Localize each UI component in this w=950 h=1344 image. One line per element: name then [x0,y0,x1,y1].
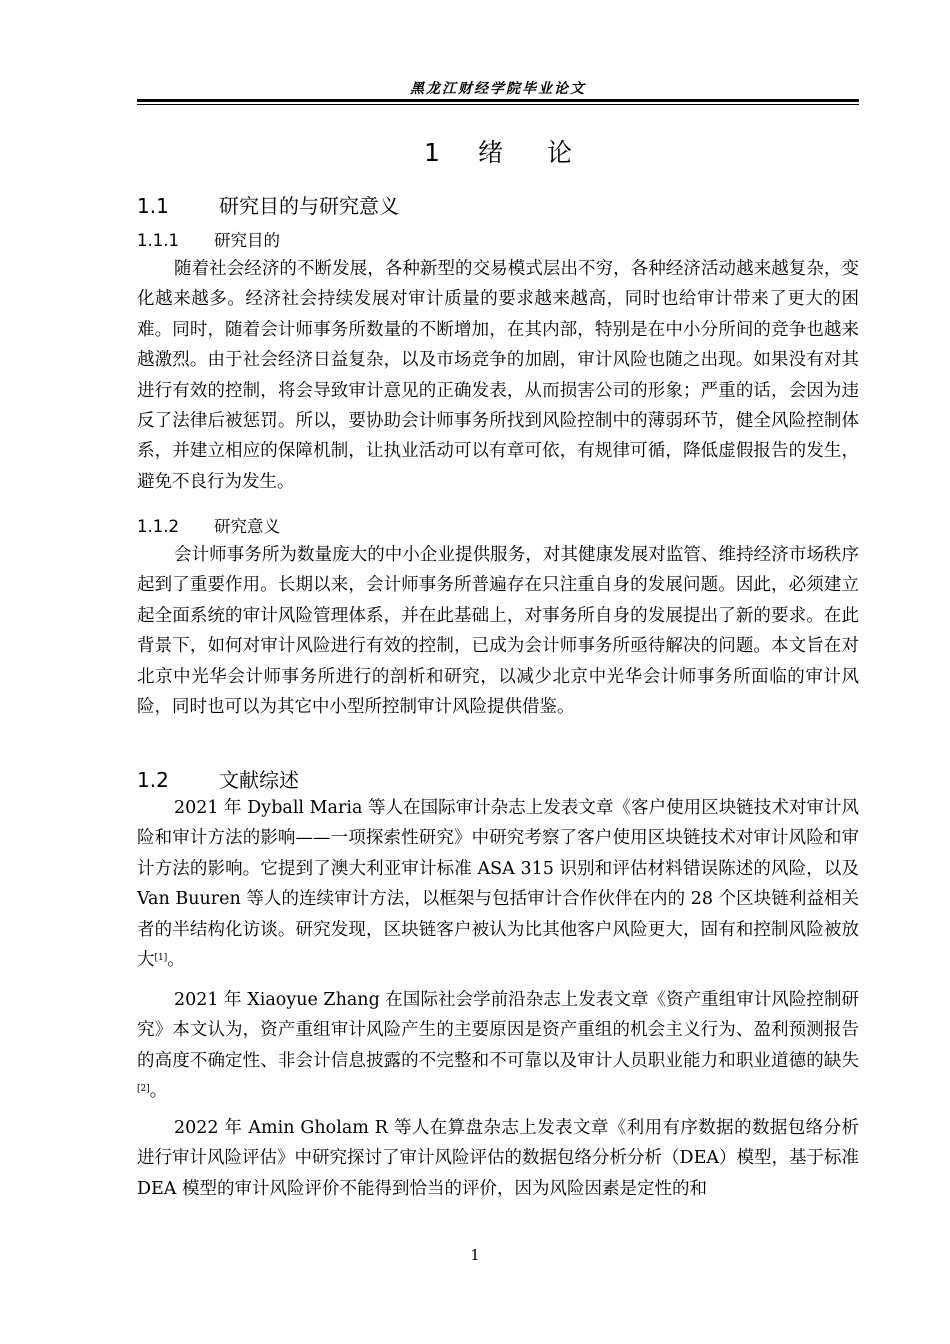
literature-end: 。 [149,1081,168,1102]
literature-text: 2021 年 Xiaoyue Zhang 在国际社会学前沿杂志上发表文章《资产重组审计风险控制研究》本文认为，资产重组审计风险产生的主要原因是资产重组的机会主义行为、盈利预测报告的高度不确定性、非会计信息披露的不完整和不可靠以及审计人员职业能力和职业道德的缺失 [137,990,859,1071]
literature-text: 2021 年 Dyball Maria 等人在国际审计杂志上发表文章《客户使用区块链技术对审计风险和审计方法的影响——一项探索性研究》中研究考察了客户使用区块链技术对审计风险和审计方法的影响。它提到了澳大利亚审计标准 ASA 315 识别和评估材料错误陈述的风险，以及 Van Buuren 等人的连续审计方法，以框架与包括审计合作伙伴在内的 28 个区块链利益相关者的半结构化访谈。研究发现，区块链客户被认为比其他客户风险更大，固有和控制风险被放大 [137,798,859,971]
subsection-heading-1-1-2 [137,513,280,537]
section-heading-1-2 [137,764,299,793]
literature-end: 。 [167,950,185,971]
subsection-number: 1.1.2 [137,517,179,536]
chapter-number: 1 [424,138,440,167]
subsection-title: 研究意义 [214,517,280,536]
chapter-title-part1: 绪 [477,138,503,167]
running-header: 黑龙江财经学院毕业论文 [410,81,586,97]
citation-ref: [2] [137,1084,150,1095]
paragraph-research-significance: 会计师事务所为数量庞大的中小企业提供服务，对其健康发展对监管、维持经济市场秩序起到了重要作用。长期以来，会计师事务所普遍存在只注重自身的发展问题。因此，必须建立起全面系统的审计风险管理体系，并在此基础上，对事务所自身的发展提出了新的要求。在此背景下，如何对审计风险进行有效的控制，已成为会计师事务所亟待解决的问题。本文旨在对北京中光华会计师事务所进行的剖析和研究，以减少北京中光华会计师事务所面临的审计风险，同时也可以为其它中小型所控制审计风险提供借鉴。 [137,545,859,718]
section-number: 1.1 [137,194,169,218]
paragraph-literature-1 [137,793,859,975]
subsection-title: 研究目的 [214,231,280,250]
paragraph-research-purpose: 随着社会经济的不断发展，各种新型的交易模式层出不穷，各种经济活动越来越复杂，变化越来越多。经济社会持续发展对审计质量的要求越来越高，同时也给审计带来了更大的困难。同时，随着会计师事务所数量的不断增加，在其内部，特别是在中小分所间的竞争也越来越激烈。由于社会经济日益复杂，以及市场竞争的加剧，审计风险也随之出现。如果没有对其进行有效的控制，将会导致审计意见的正确发表，从而损害公司的形象；严重的话，会因为违反了法律后被惩罚。所以，要协助会计师事务所找到风险控制中的薄弱环节，健全风险控制体系，并建立相应的保障机制，让执业活动可以有章可依，有规律可循，降低虚假报告的发生，避免不良行为发生。 [137,259,859,492]
section-number: 1.2 [137,768,169,792]
section-title: 文献综述 [219,768,299,792]
subsection-number: 1.1.1 [137,231,179,250]
header-rule-thick [137,99,859,102]
paragraph-literature-3: 2022 年 Amin Gholam R 等人在算盘杂志上发表文章《利用有序数据的数据包络分析进行审计风险评估》中研究探讨了审计风险评估的数据包络分析分析（DEA）模型，基于标准 DEA 模型的审计风险评价不能得到恰当的评价，因为风险因素是定性的和 [137,1118,859,1199]
paragraph-literature-2 [137,985,859,1107]
chapter-title [137,133,859,169]
citation-ref: [1] [154,953,168,964]
subsection-heading-1-1-1 [137,227,280,251]
chapter-title-part2: 论 [546,138,572,167]
section-title: 研究目的与研究意义 [219,194,399,218]
section-heading-1-1 [137,190,399,219]
header-rule-thin [137,104,859,105]
page-number: 1 [470,1246,480,1264]
